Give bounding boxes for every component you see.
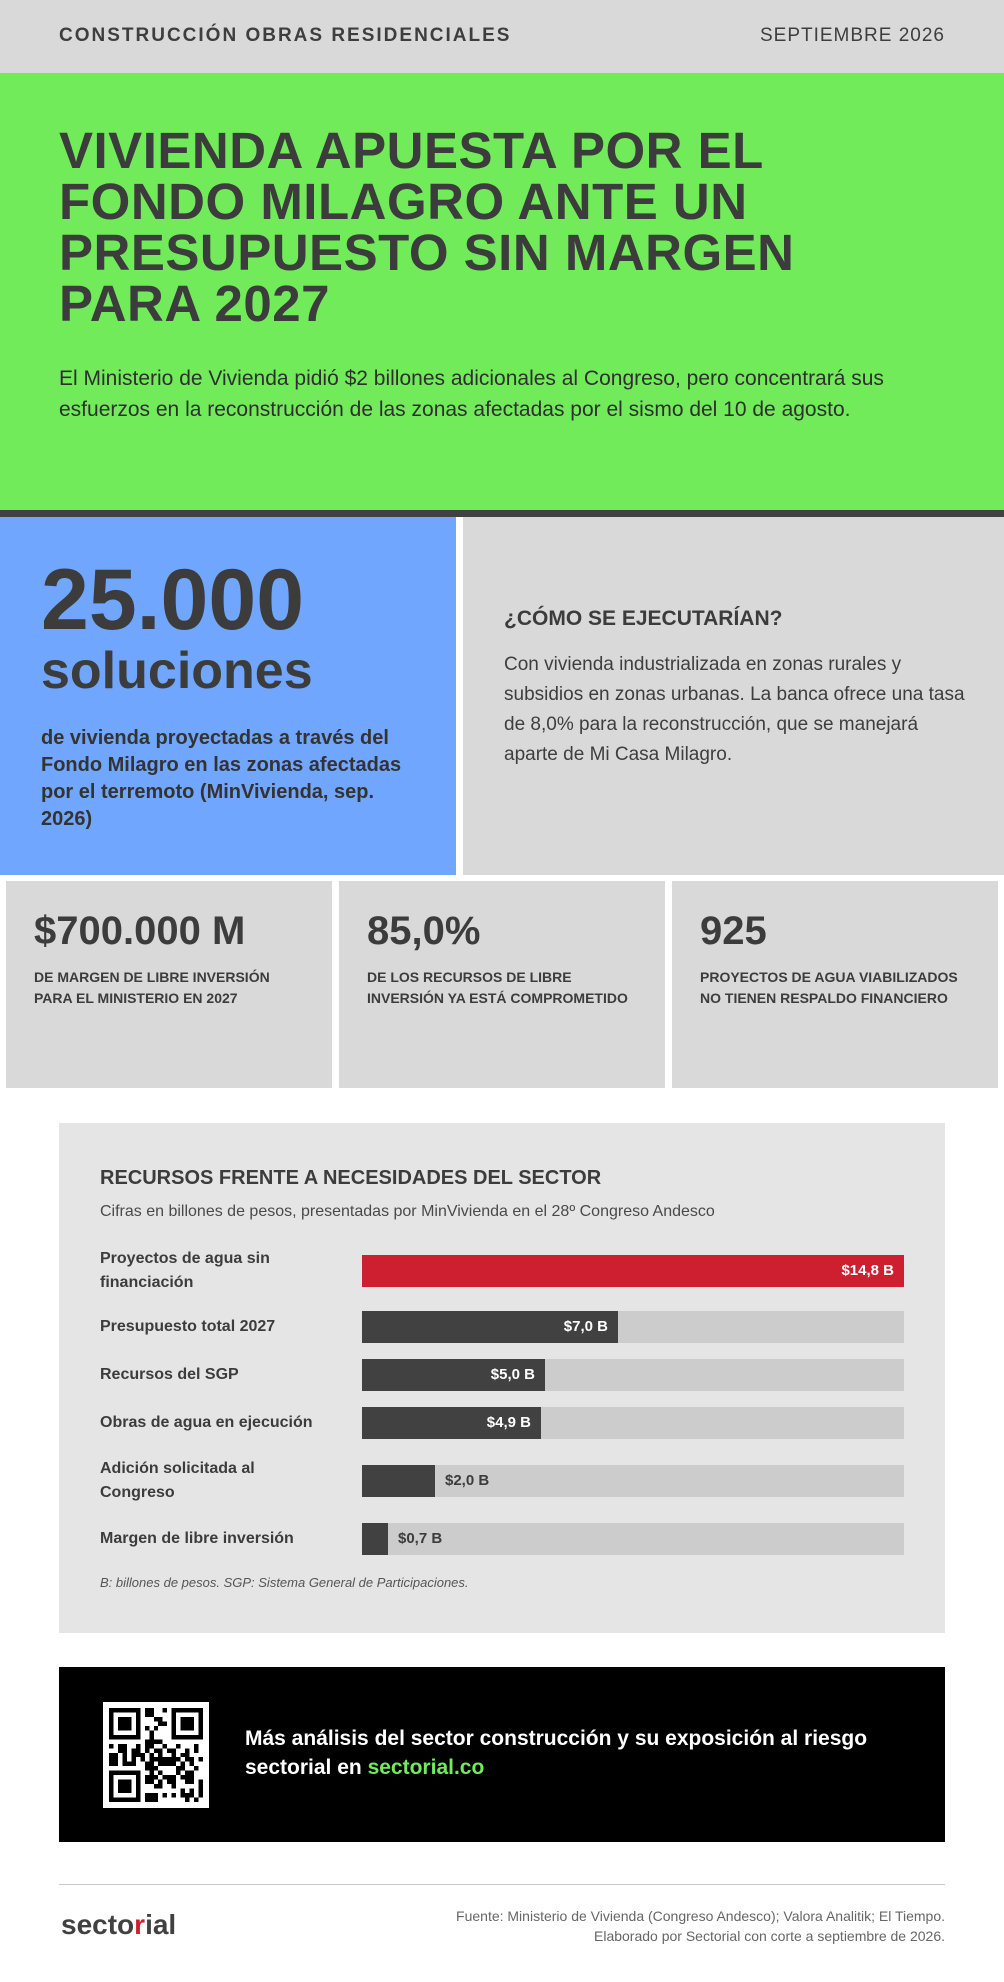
- promo-text: [245, 1724, 905, 1782]
- source-note: [345, 1906, 945, 1946]
- stat-label: DE MARGEN DE LIBRE INVERSIÓN PARA EL MINISTERIO EN 2027: [34, 969, 270, 1006]
- bar-track: [362, 1465, 904, 1497]
- bar-category-label: Recursos del SGP: [100, 1366, 239, 1383]
- highlight-number: 25.000: [41, 552, 305, 648]
- bar-value-label: $0,7 B: [398, 1530, 443, 1547]
- stat-label: PROYECTOS DE AGUA VIABILIZADOS NO TIENEN RESPALDO FINANCIERO: [700, 969, 958, 1006]
- bar-track: [362, 1311, 904, 1343]
- credit-line: Elaborado por Sectorial con corte a septiembre de 2026.: [594, 1928, 945, 1944]
- bar-value-label: $2,0 B: [445, 1472, 490, 1489]
- bar: [362, 1523, 388, 1555]
- bar-track: [362, 1359, 904, 1391]
- bar-category-label: Obras de agua en ejecución: [100, 1414, 313, 1431]
- highlight-unit: soluciones: [41, 642, 313, 700]
- top-bar: [0, 0, 1004, 73]
- page-subtitle: El Ministerio de Vivienda pidió $2 billones adicionales al Congreso, pero concentrará sus esfuerzos en la reconstrucción de las zonas afectadas por el sismo del 10 de agosto.: [59, 367, 884, 421]
- promo-link[interactable]: sectorial.co: [367, 1756, 485, 1779]
- bar-value-label: $7,0 B: [563, 1318, 608, 1335]
- bar-track: [362, 1523, 904, 1555]
- qr-code-icon: [103, 1702, 209, 1808]
- chart-subtitle: Cifras en billones de pesos, presentadas por MinVivienda en el 28º Congreso Andesco: [100, 1203, 715, 1220]
- date-label: SEPTIEMBRE 2026: [759, 25, 945, 46]
- stat-card-water-projects: [672, 881, 998, 1088]
- stat-value: 85,0%: [367, 909, 481, 953]
- highlight-panel: [0, 517, 456, 875]
- bar-category-label: Proyectos de agua sin financiación: [100, 1250, 270, 1291]
- how-text: Con vivienda industrializada en zonas rurales y subsidios en zonas urbanas. La banca ofrece una tasa de 8,0% para la reconstrucción, que se manejará aparte de Mi Casa Milagro.: [504, 654, 965, 765]
- bar-value-label: $14,8 B: [841, 1262, 894, 1279]
- bar-track: [362, 1407, 904, 1439]
- bar-category-label: Margen de libre inversión: [100, 1530, 294, 1547]
- how-panel: [463, 517, 1004, 875]
- how-heading: ¿CÓMO SE EJECUTARÍAN?: [504, 607, 783, 630]
- section-divider: [0, 510, 1004, 517]
- stat-value: $700.000 M: [34, 909, 246, 953]
- bar-track: [362, 1255, 904, 1287]
- chart-note: B: billones de pesos. SGP: Sistema General de Participaciones.: [100, 1575, 469, 1590]
- promo-banner: [59, 1667, 945, 1842]
- promo-message: Más análisis del sector construcción y su exposición al riesgo sectorial en: [245, 1727, 868, 1779]
- sectorial-logo: sectorial: [61, 1909, 177, 1940]
- stat-card-committed: [339, 881, 665, 1088]
- page-title: VIVIENDA APUESTA POR EL FONDO MILAGRO ANTE UN PRESUPUESTO SIN MARGEN PARA 2027: [59, 122, 795, 332]
- stat-value: 925: [700, 909, 767, 953]
- source-line: Fuente: Ministerio de Vivienda (Congreso Andesco); Valora Analitik; El Tiempo.: [456, 1908, 945, 1924]
- bar: [362, 1465, 435, 1497]
- bar-category-label: Presupuesto total 2027: [100, 1318, 276, 1335]
- hero-section: [0, 73, 1004, 510]
- bar-category-label: Adición solicitada al Congreso: [100, 1460, 255, 1501]
- stat-label: DE LOS RECURSOS DE LIBRE INVERSIÓN YA ESTÁ COMPROMETIDO: [367, 969, 628, 1006]
- footer-divider: [59, 1884, 945, 1885]
- bar-value-label: $5,0 B: [490, 1366, 535, 1383]
- chart-title: RECURSOS FRENTE A NECESIDADES DEL SECTOR: [100, 1167, 602, 1189]
- bar-value-label: $4,9 B: [486, 1414, 531, 1431]
- sector-label: CONSTRUCCIÓN OBRAS RESIDENCIALES: [59, 25, 512, 46]
- highlight-description: de vivienda proyectadas a través del Fondo Milagro en las zonas afectadas por el terremoto (MinVivienda, sep. 2026): [41, 727, 402, 830]
- resources-chart: [59, 1123, 945, 1633]
- stat-card-margin: [6, 881, 332, 1088]
